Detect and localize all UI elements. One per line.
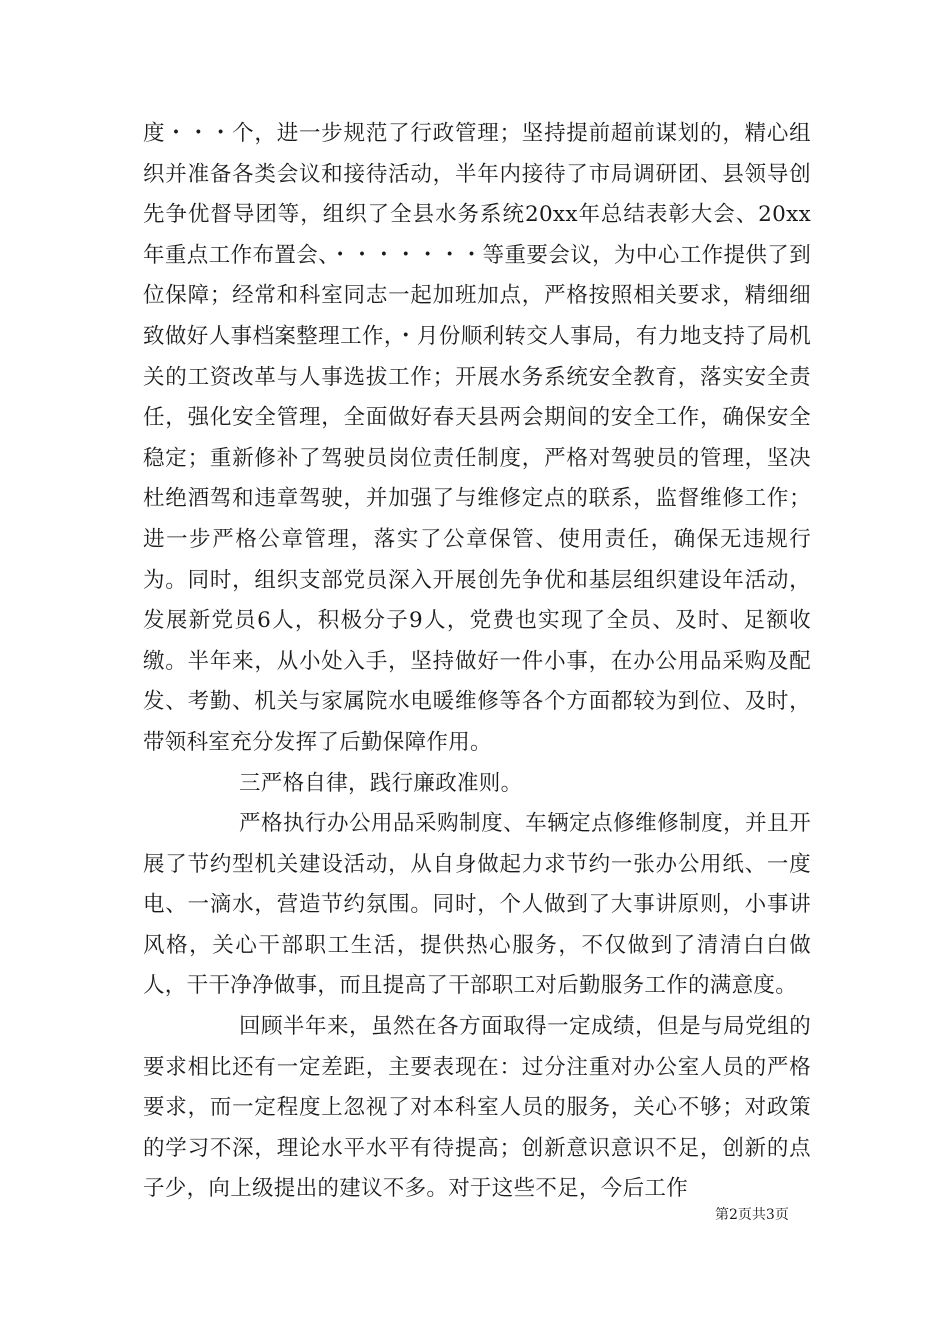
page-number-footer: 第2页共3页 bbox=[715, 1207, 789, 1223]
paragraph-frugality: 严格执行办公用品采购制度、车辆定点修维修制度，并且开展了节约型机关建设活动，从自身做起力求节约一张办公用纸、一度电、一滴水，营造节约氛围。同时，个人做到了大事讲原则，小事讲风格，关心干部职工生活，提供热心服务，不仅做到了清清白白做人，干干净净做事，而且提高了干部职工对后勤服务工作的满意度。 bbox=[143, 811, 811, 999]
paragraph-admin-work: 度・・・个，进一步规范了行政管理；坚持提前超前谋划的，精心组织并准备各类会议和接待活动，半年内接待了市局调研团、县领导创先争优督导团等，组织了全县水务系统20xx年总结表彰大会、20xx年重点工作布置会、・・・・・・・等重要会议，为中心工作提供了到位保障；经常和科室同志一起加班加点，严格按照相关要求，精细细致做好人事档案整理工作，・月份顺利转交人事局，有力地支持了局机关的工资改革与人事选拔工作；开展水务系统安全教育，落实安全责任，强化安全管理，全面做好春天县两会期间的安全工作，确保安全稳定；重新修补了驾驶员岗位责任制度，严格对驾驶员的管理，坚决杜绝酒驾和违章驾驶，并加强了与维修定点的联系，监督维修工作；进一步严格公章管理，落实了公章保管、使用责任，确保无违规行为。同时，组织支部党员深入开展创先争优和基层组织建设年活动，发展新党员6人，积极分子9人，党费也实现了全员、及时、足额收缴。半年来，从小处入手，坚持做好一件小事，在办公用品采购及配发、考勤、机关与家属院水电暖维修等各个方面都较为到位、及时，带领科室充分发挥了后勤保障作用。 bbox=[143, 121, 811, 755]
section-heading-self-discipline: 三严格自律，践行廉政准则。 bbox=[239, 770, 523, 796]
paragraph-review-shortcomings: 回顾半年来，虽然在各方面取得一定成绩，但是与局党组的要求相比还有一定差距，主要表现在：过分注重对办公室人员的严格要求，而一定程度上忽视了对本科室人员的服务，关心不够；对政策的学习不深，理论水平水平有待提高；创新意识意识不足，创新的点子少，向上级提出的建议不多。对于这些不足，今后工作 bbox=[143, 1014, 811, 1202]
document-body bbox=[143, 114, 811, 1210]
